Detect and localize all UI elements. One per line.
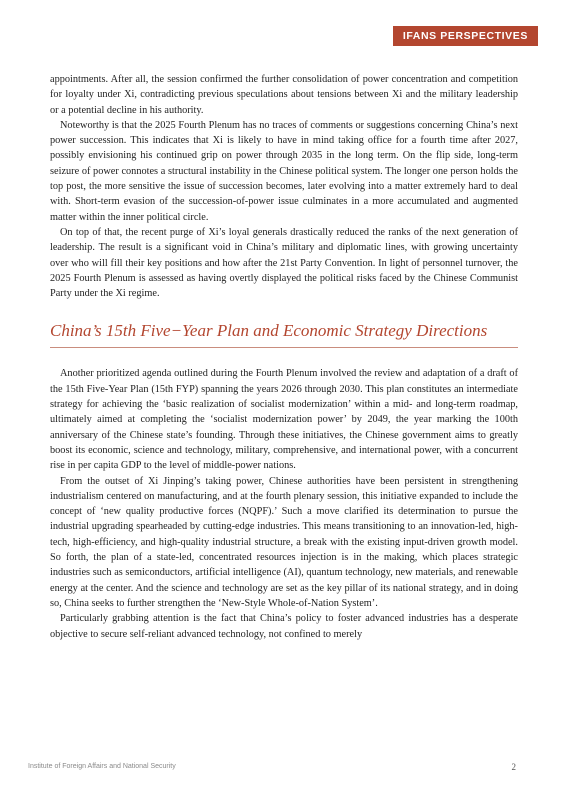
paragraph-4: Another prioritized agenda outlined during the Fourth Plenum involved the review and adaptation of a draft of the 15th Five-Year Plan (15th FYP) spanning the years 2026 through 2030. This plan constitutes an intermediate strategy for achieving the ‘basic realization of socialist modernization’ within a mid- and long-term roadmap, ultimately aimed at completing the ‘socialist modernization power’ by 2049, the year marking the 100th anniversary of the Chinese state’s founding. Through these initiatives, the Chinese government aims to greatly boost its economic, science and technology, military, comprehensive, and international power, with a concurrent rise in per capita GDP to the level of middle-power nations. — [50, 368, 518, 472]
publication-label: IFANS PERSPECTIVES — [393, 26, 538, 46]
section-heading: China’s 15th Five−Year Plan and Economic Strategy Directions — [50, 321, 518, 348]
paragraph-3: On top of that, the recent purge of Xi’s loyal generals drastically reduced the ranks of the next generation of leadership. The result is a significant void in China’s military and diplomatic lines, with growing uncertainty over who will fill their key positions and how after the 21st Party Convention. In light of personnel turnover, the 2025 Fourth Plenum is assessed as having overtly displayed the political risks faced by the Chinese Communist Party under the Xi regime. — [50, 226, 518, 300]
paragraph-5: From the outset of Xi Jinping’s taking power, Chinese authorities have been persistent in strengthening industrialism centered on manufacturing, and at the fourth plenary session, this initiative expanded to include the concept of ‘new quality productive forces (NQPF).’ Such a move clarified its determination to pursue the industrial upgrading spearheaded by cutting-edge industries. This means transitioning to an innovation-led, high-tech, high-efficiency, and high-quality industrial structure, a break with the existing input-driven growth model. So forth, the plan of a state-led, concentrated resources injection is in the making, which places strategic industries such as semiconductors, artificial intelligence (AI), quantum technology, new materials, and renewable energy at the center. And the science and technology are set as the key pillar of its national strategy, and in doing so, China seeks to further strengthen the ‘New-Style Whole-of-Nation System’. — [50, 475, 518, 609]
paragraph-1: appointments. After all, the session confirmed the further consolidation of power concentration and competition for loyalty under Xi, contradicting previous speculations about tensions between Xi and the military leadership or a potential decline in his authority. — [50, 74, 518, 116]
paragraph-2: Noteworthy is that the 2025 Fourth Plenum has no traces of comments or suggestions concerning China’s next power succession. This indicates that Xi is likely to have in mind taking office for a fourth time after 2027, possibly envisioning his continued grip on power through 2035 in the long term. On the flip side, long-term seizure of power connotes a structural instability in the Chinese political system. The longer one person holds the top post, the more sensitive the issue of succession becomes, later evolving into a matter extremely hard to deal with. Short-term evasion of the succession-of-power issue culminates in a more accumulated and augmented matter within the inner political circle. — [50, 119, 518, 223]
institute-name: Institute of Foreign Affairs and National Security — [28, 763, 176, 770]
article-body — [50, 72, 518, 642]
paragraph-6: Particularly grabbing attention is the fact that China’s policy to foster advanced industries has a desperate objective to secure self-reliant advanced technology, not confined to merely — [50, 613, 518, 640]
page-number: 2 — [511, 762, 516, 772]
